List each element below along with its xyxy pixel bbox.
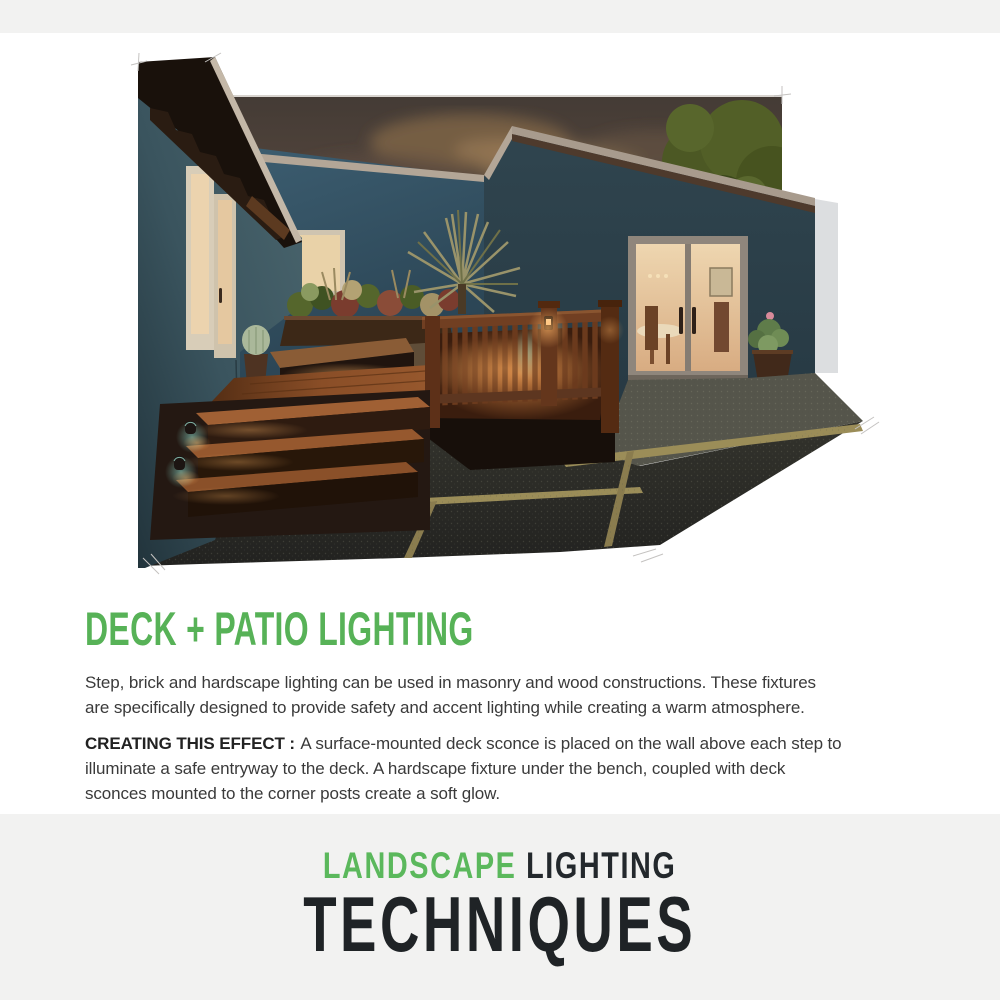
french-doors (628, 236, 748, 380)
article-section (85, 604, 925, 806)
paragraph-line: sconces mounted to the corner posts create a soft glow. (85, 783, 501, 803)
effect-label: CREATING THIS EFFECT : (85, 733, 295, 753)
railing-warm-glow (425, 338, 585, 398)
door-handle (679, 307, 683, 334)
lit-window (186, 166, 214, 350)
paragraph-line: illuminate a safe entryway to the deck. A hardscape fixture under the bench, coupled with deck (85, 758, 786, 778)
lit-glass-door (214, 194, 236, 358)
brand-word-landscape: LANDSCAPE (323, 845, 517, 886)
cactus-flower (766, 312, 774, 320)
wall-art (710, 268, 732, 296)
footer-brand (0, 814, 1000, 968)
step-sconce (185, 421, 196, 434)
side-panel (815, 199, 838, 373)
paragraph-line: are specifically designed to provide safety and accent lighting while creating a warm atmosphere. (85, 697, 805, 717)
brand-word-lighting: LIGHTING (526, 845, 677, 886)
brand-word-techniques: TECHNIQUES (303, 879, 697, 968)
paragraph-line (85, 731, 925, 756)
post-sconce-glow (528, 308, 568, 348)
paragraph-line: Step, brick and hardscape lighting can be used in masonry and wood constructions. These fixtures (85, 672, 816, 692)
door-handle (219, 288, 222, 303)
door-handle (692, 307, 696, 334)
intro-paragraph (85, 670, 925, 720)
effect-paragraph (85, 731, 925, 806)
brand-line2 (0, 879, 1000, 968)
page-title: DECK + PATIO LIGHTING (85, 602, 474, 655)
effect-text: A surface-mounted deck sconce is placed on the wall above each step to (300, 733, 842, 753)
